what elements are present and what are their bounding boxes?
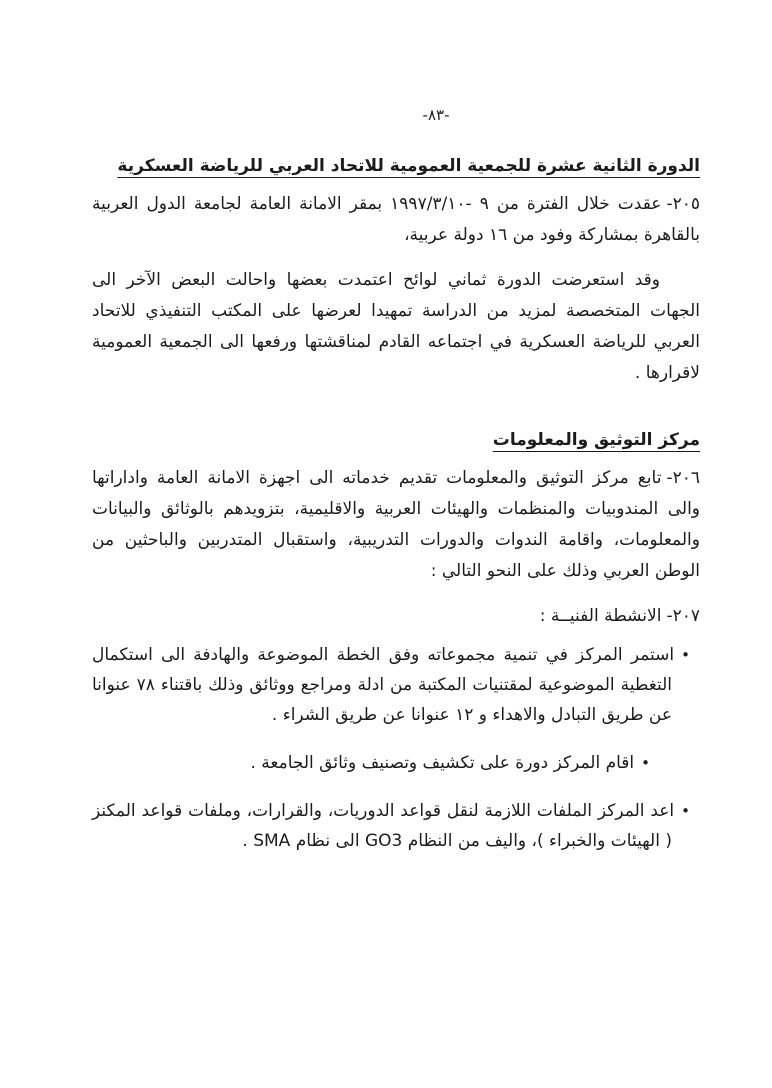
page-number: -٨٣- [422, 106, 450, 124]
bullet-icon: • [641, 754, 650, 772]
paragraph-205-continued [92, 265, 700, 389]
activities-bullet-list [92, 640, 690, 856]
bullet-item-indexing-course-text: اقام المركز دورة على تكشيف وتصنيف وثائق الجامعة . [250, 753, 635, 773]
paragraph-205 [92, 189, 700, 251]
paragraph-205-number: ٢٠٥- [666, 194, 700, 214]
paragraph-207-number: ٢٠٧- [666, 606, 700, 626]
bullet-item-indexing-course [92, 748, 650, 778]
section-documentation-center [92, 425, 700, 856]
bullet-item-database-files [92, 796, 690, 856]
section-heading-documentation-center: مركز التوثيق والمعلومات [492, 430, 700, 450]
paragraph-205-text: عقدت خلال الفترة من ٩ -١٩٩٧/٣/١٠ بمقر الامانة العامة لجامعة الدول العربية بالقاهرة بمشاركة وفود من ١٦ دولة عربية، [92, 194, 700, 245]
bullet-icon: • [681, 646, 690, 664]
section-general-assembly [92, 151, 700, 389]
bullet-item-acquisitions-text: استمر المركز في تنمية مجموعاته وفق الخطة الموضوعة والهادفة الى استكمال التغطية الموضوعية لمقتنيات المكتبة من ادلة ومراجع ووثائق وذلك باقتناء ٧٨ عنوانا عن طريق التبادل والاهداء و ١٢ عنوانا عن طريق الشراء . [92, 645, 675, 725]
paragraph-207 [92, 601, 700, 632]
bullet-icon: • [681, 802, 690, 820]
section-heading-general-assembly: الدورة الثانية عشرة للجمعية العمومية للاتحاد العربي للرياضة العسكرية [117, 156, 700, 176]
paragraph-207-text: الانشطة الفنيــة : [539, 606, 662, 626]
paragraph-206 [92, 463, 700, 587]
bullet-item-acquisitions [92, 640, 690, 730]
paragraph-205-continued-text: وقد استعرضت الدورة ثماني لوائح اعتمدت بعضها واحالت البعض الآخر الى الجهات المتخصصة لمزيد من الدراسة تمهيدا لعرضها على المكتب التنفيذي للاتحاد العربي للرياضة العسكرية في اجتماعه القادم لمناقشتها ورفعها الى الجمعية العمومية لاقرارها . [92, 270, 700, 383]
paragraph-206-number: ٢٠٦- [666, 468, 700, 488]
paragraph-206-text: تابع مركز التوثيق والمعلومات تقديم خدماته الى اجهزة الامانة العامة واداراتها والى المندوبيات والمنظمات والهيئات العربية والاقليمية، بتزويدهم بالوثائق والبيانات والمعلومات، واقامة الندوات والدورات التدريبية، واستقبال المتدربين والباحثين من الوطن العربي وذلك على النحو التالي : [92, 468, 700, 581]
bullet-item-database-files-text: اعد المركز الملفات اللازمة لنقل قواعد الدوريات، والقرارات، وملفات قواعد المكنز ( الهيئات والخبراء )، واليف من النظام GO3 الى نظام SMA . [92, 801, 675, 851]
